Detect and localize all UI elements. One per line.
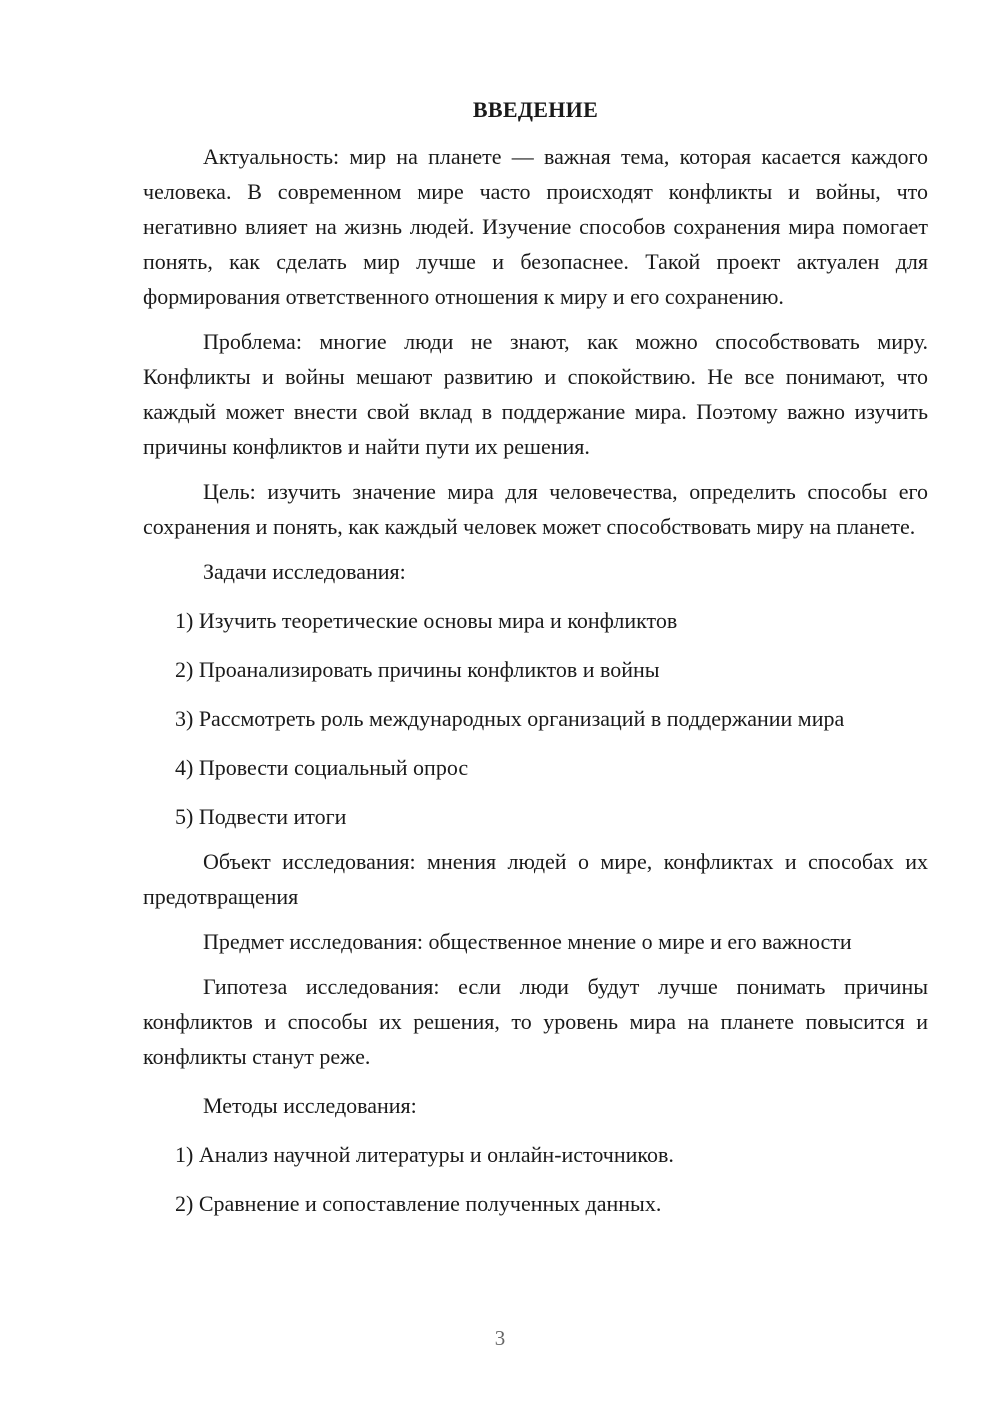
- paragraph-subject: Предмет исследования: общественное мнение о мире и его важности: [203, 929, 852, 954]
- document-page: [143, 92, 928, 1231]
- section-heading: ВВЕДЕНИЕ: [472, 97, 599, 122]
- task-item: 3) Рассмотреть роль международных организаций в поддержании мира: [175, 706, 845, 731]
- method-item: 2) Сравнение и сопоставление полученных данных.: [175, 1191, 662, 1216]
- method-item: 1) Анализ научной литературы и онлайн-источников.: [175, 1142, 674, 1167]
- task-item: 5) Подвести итоги: [175, 804, 347, 829]
- task-item: 4) Провести социальный опрос: [175, 755, 469, 780]
- paragraph-tasks-intro: Задачи исследования:: [203, 559, 406, 584]
- paragraph-hypothesis: Гипотеза исследования: если люди будут лучше понимать причины конфликтов и способы их решения, то уровень мира на планете повысится и конфликты станут реже.: [143, 974, 928, 1069]
- paragraph-object: Объект исследования: мнения людей о мире, конфликтах и способах их предотвращения: [143, 849, 928, 909]
- paragraph-methods-intro: Методы исследования:: [203, 1093, 417, 1118]
- paragraph-relevance: Актуальность: мир на планете — важная тема, которая касается каждого человека. В современном мире часто происходят конфликты и войны, что негативно влияет на жизнь людей. Изучение способов сохранения мира помогает понять, как сделать мир лучше и безопаснее. Такой проект актуален для формирования ответственного отношения к миру и его сохранению.: [143, 144, 928, 309]
- task-item: 2) Проанализировать причины конфликтов и войны: [175, 657, 660, 682]
- task-item: 1) Изучить теоретические основы мира и конфликтов: [175, 608, 678, 633]
- paragraph-goal: Цель: изучить значение мира для человечества, определить способы его сохранения и понять, как каждый человек может способствовать миру на планете.: [143, 479, 928, 539]
- page-number: 3: [494, 1326, 506, 1350]
- paragraph-problem: Проблема: многие люди не знают, как можно способствовать миру. Конфликты и войны мешают развитию и спокойствию. Не все понимают, что каждый может внести свой вклад в поддержание мира. Поэтому важно изучить причины конфликтов и найти пути их решения.: [143, 329, 928, 459]
